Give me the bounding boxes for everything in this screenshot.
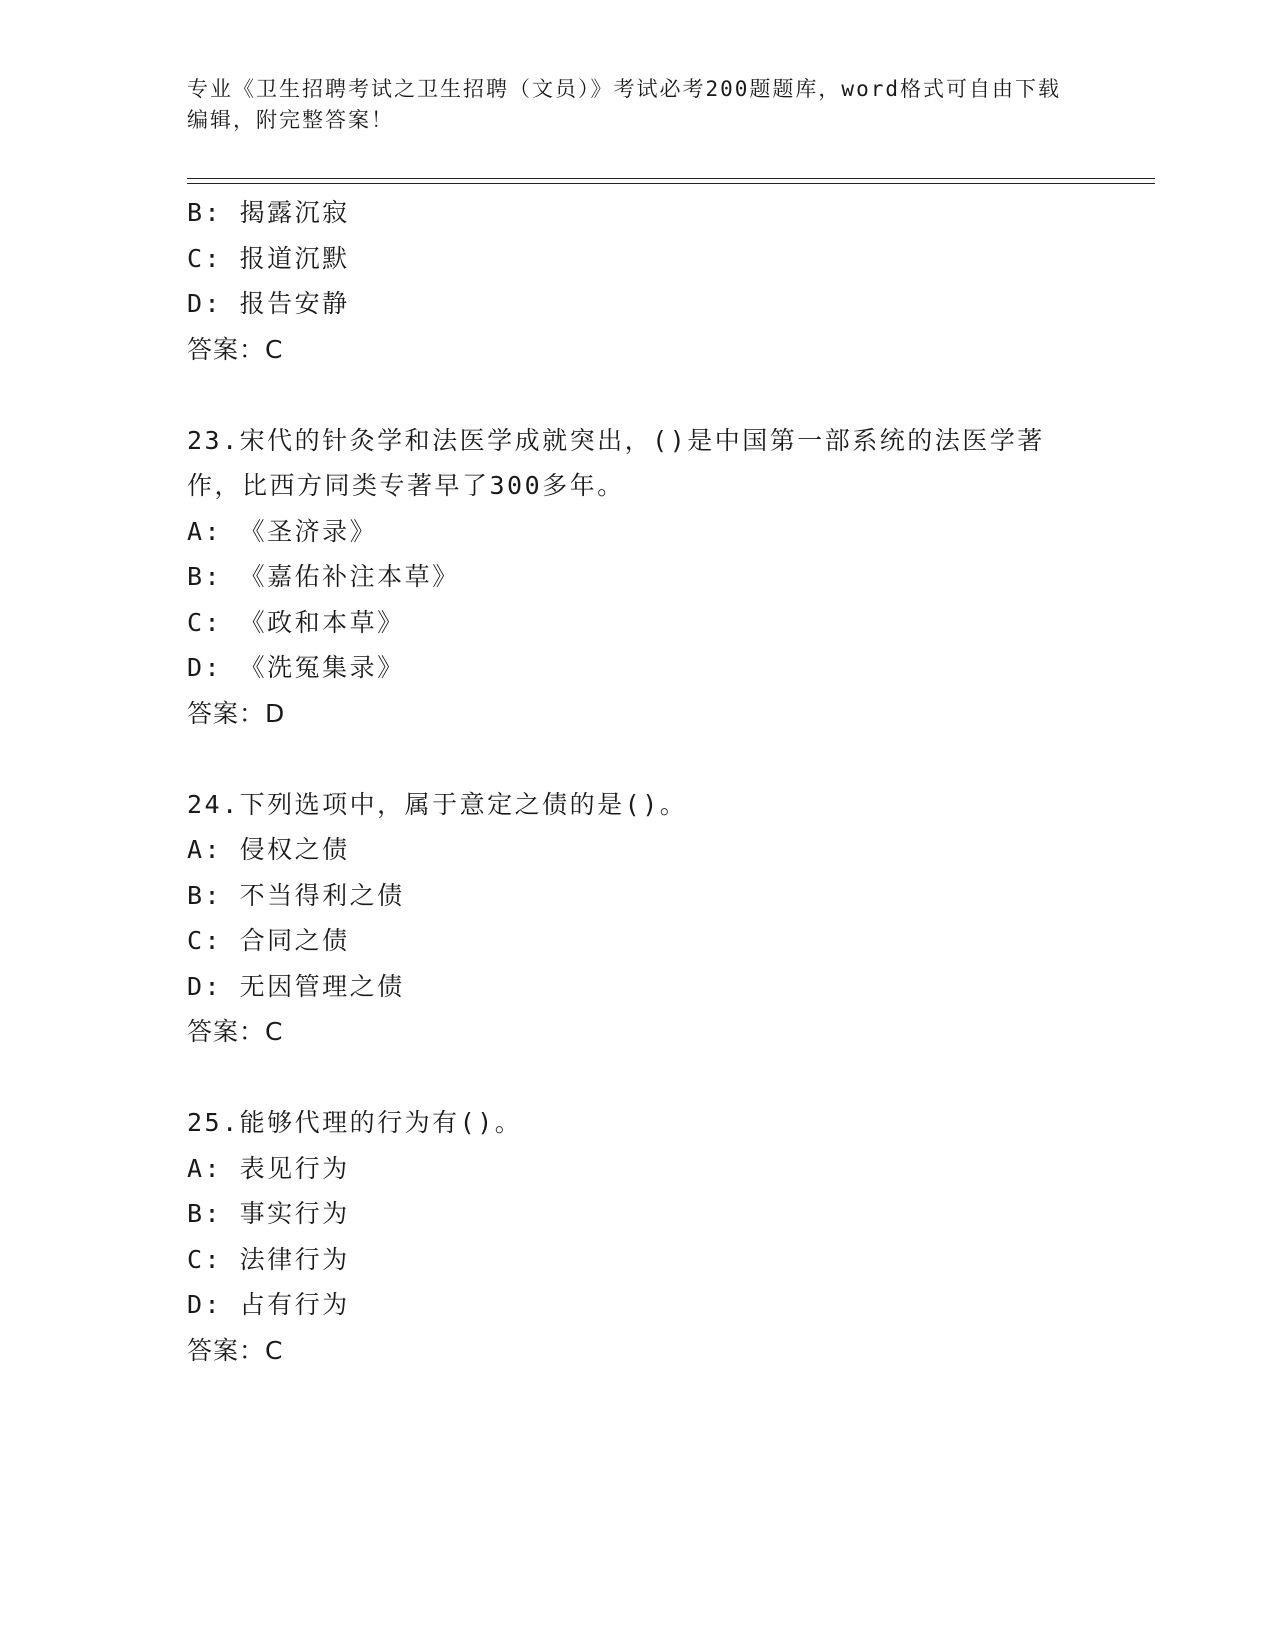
answer-line: 答案：C (187, 1017, 284, 1046)
question-text: 25.能够代理的行为有()。 (187, 1108, 523, 1137)
option-text: 表见行为 (239, 1153, 350, 1183)
question-text: 24.下列选项中，属于意定之债的是()。 (187, 789, 688, 819)
option-text: 占有行为 (239, 1290, 350, 1319)
option-text: 《洗冤集录》 (239, 653, 405, 682)
header-rule-bottom (187, 183, 1155, 184)
option-text: 《政和本草》 (239, 607, 405, 637)
option-label: D: (187, 653, 223, 682)
option-text: 报告安静 (239, 289, 350, 318)
prev-question-block (187, 190, 1087, 372)
option-b (187, 1191, 1087, 1237)
option-label: B: (187, 198, 223, 227)
answer-line: 答案：D (187, 698, 286, 728)
option-label: B: (187, 880, 223, 910)
option-b (187, 554, 1087, 600)
option-label: D: (187, 971, 223, 1001)
option-d (187, 645, 1087, 691)
option-d (187, 964, 1087, 1010)
option-c (187, 1237, 1087, 1283)
option-label: A: (187, 1153, 223, 1183)
question-text: 23.宋代的针灸学和法医学成就突出，()是中国第一部系统的法医学著作，比西方同类专著早了300多年。 (187, 425, 1045, 500)
option-c (187, 918, 1087, 964)
option-label: B: (187, 1199, 223, 1228)
option-d (187, 281, 1087, 327)
option-text: 事实行为 (239, 1199, 350, 1228)
option-label: B: (187, 562, 223, 591)
option-text: 侵权之债 (239, 835, 350, 864)
option-text: 不当得利之债 (239, 880, 405, 910)
option-label: A: (187, 835, 223, 864)
option-d (187, 1282, 1087, 1328)
option-c (187, 600, 1087, 646)
option-label: C: (187, 243, 223, 273)
question-block-24 (187, 782, 1087, 1055)
option-label: D: (187, 289, 223, 318)
question-block-25 (187, 1100, 1087, 1373)
option-b (187, 873, 1087, 919)
option-text: 报道沉默 (239, 243, 350, 273)
option-label: A: (187, 516, 223, 546)
document-header: 专业《卫生招聘考试之卫生招聘（文员）》考试必考200题题库，word格式可自由下载编辑，附完整答案！ (187, 77, 1061, 132)
option-text: 《圣济录》 (239, 516, 378, 546)
option-text: 合同之债 (239, 926, 350, 955)
option-a (187, 1146, 1087, 1192)
option-text: 法律行为 (239, 1244, 350, 1274)
option-label: D: (187, 1290, 223, 1319)
answer-line: 答案：C (187, 334, 284, 364)
option-text: 无因管理之债 (239, 971, 405, 1001)
option-a (187, 827, 1087, 873)
document-body (187, 190, 1087, 1373)
option-label: C: (187, 926, 223, 955)
answer-line: 答案：C (187, 1335, 284, 1365)
option-text: 《嘉佑补注本草》 (239, 562, 460, 591)
option-c (187, 236, 1087, 282)
header-rule-top (187, 178, 1155, 179)
option-label: C: (187, 607, 223, 637)
question-block-23 (187, 418, 1087, 737)
option-a (187, 509, 1087, 555)
option-b (187, 190, 1087, 236)
option-text: 揭露沉寂 (239, 198, 350, 227)
option-label: C: (187, 1244, 223, 1274)
